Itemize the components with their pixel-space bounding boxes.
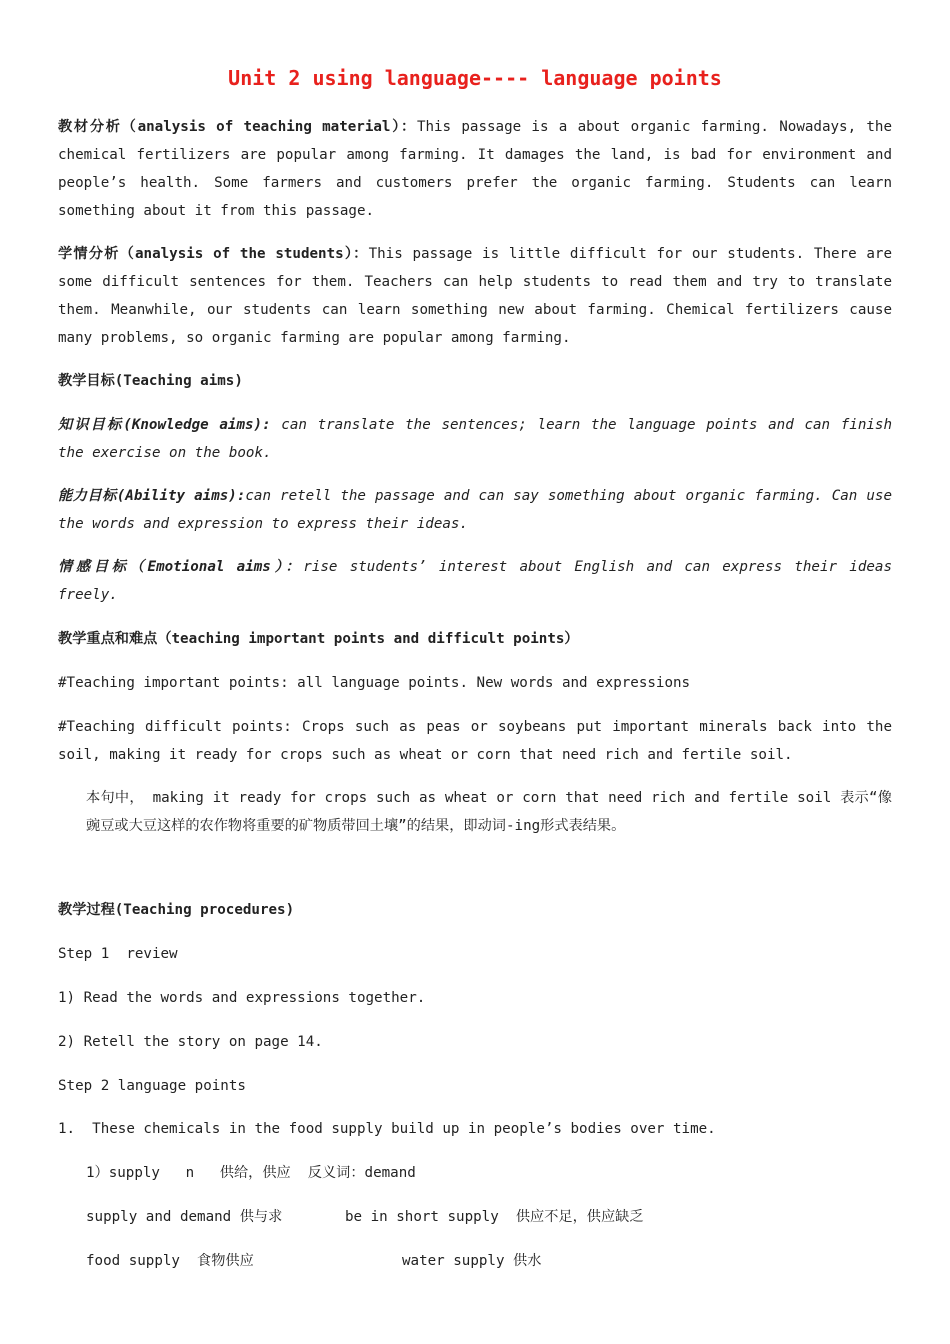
material-heading: 教材分析（analysis of teaching material）： xyxy=(58,119,417,135)
knowledge-aims-heading: 知识目标(Knowledge aims): xyxy=(58,417,271,433)
material-paragraph xyxy=(58,113,892,225)
students-text: This passage is little difficult for our students. There are some difficult sentences for them. Teachers can help students to read them and try to translate them. Meanwhile, our students can learn something new about farming. Chemical fertilizers cause many problems, so organic farming are popular among farming. xyxy=(58,246,893,346)
supply-definition: 1）supply n 供给，供应 反义词：demand xyxy=(86,1165,416,1181)
difficult-points: #Teaching difficult points: Crops such as peas or soybeans put important minerals back into the soil, making it ready for crops such as wheat or corn that need rich and fertile soil. xyxy=(58,719,892,763)
phrase-short-supply: be in short supply 供应不足，供应缺乏 xyxy=(345,1209,644,1225)
emotional-aims-paragraph xyxy=(58,553,892,609)
review-item-2: 2) Retell the story on page 14. xyxy=(58,1034,323,1050)
phrase-supply-and-demand: supply and demand 供与求 xyxy=(86,1209,283,1225)
aims-heading: 教学目标(Teaching aims) xyxy=(58,373,243,389)
ability-aims-text: can retell the passage and can say something about organic farming. Can use the words and expression to express their ideas. xyxy=(58,488,892,532)
document-title: Unit 2 using language---- language points xyxy=(228,66,722,90)
knowledge-aims-paragraph xyxy=(58,411,892,467)
ability-aims-heading: 能力目标(Ability aims): xyxy=(58,488,246,504)
phrase-food-supply: food supply 食物供应 xyxy=(86,1253,254,1269)
step-2-label: Step 2 language points xyxy=(58,1078,246,1094)
ability-aims-paragraph xyxy=(58,482,892,538)
difficult-sentence-explanation: 本句中， making it ready for crops such as wheat or corn that need rich and fertile soil 表示“像豌豆或大豆这样的农作物将重要的矿物质带回土壤”的结果，即动词-ing形式表结果。 xyxy=(86,790,892,834)
important-points: #Teaching important points: all language points. New words and expressions xyxy=(58,675,691,691)
students-heading: 学情分析（analysis of the students）： xyxy=(58,246,369,262)
phrase-water-supply: water supply 供水 xyxy=(402,1253,542,1269)
students-paragraph xyxy=(58,240,892,352)
language-point-1: 1. These chemicals in the food supply build up in people’s bodies over time. xyxy=(58,1121,716,1137)
points-heading: 教学重点和难点（teaching important points and difficult points） xyxy=(58,631,579,647)
material-text: This passage is a about organic farming. Nowadays, the chemical fertilizers are popular among farming. It damages the land, is bad for environment and people’s health. Some farmers and customers prefer the organic farming. Students can learn something about it from this passage. xyxy=(58,119,893,219)
emotional-aims-heading: 情感目标（Emotional aims）： xyxy=(58,559,304,575)
knowledge-aims-text: can translate the sentences; learn the language points and can finish the exercise on the book. xyxy=(58,417,892,461)
emotional-aims-text: rise students’ interest about English and can express their ideas freely. xyxy=(58,559,892,603)
procedures-heading: 教学过程(Teaching procedures) xyxy=(58,902,295,918)
step-1-label: Step 1 review xyxy=(58,946,178,962)
review-item-1: 1) Read the words and expressions together. xyxy=(58,990,426,1006)
